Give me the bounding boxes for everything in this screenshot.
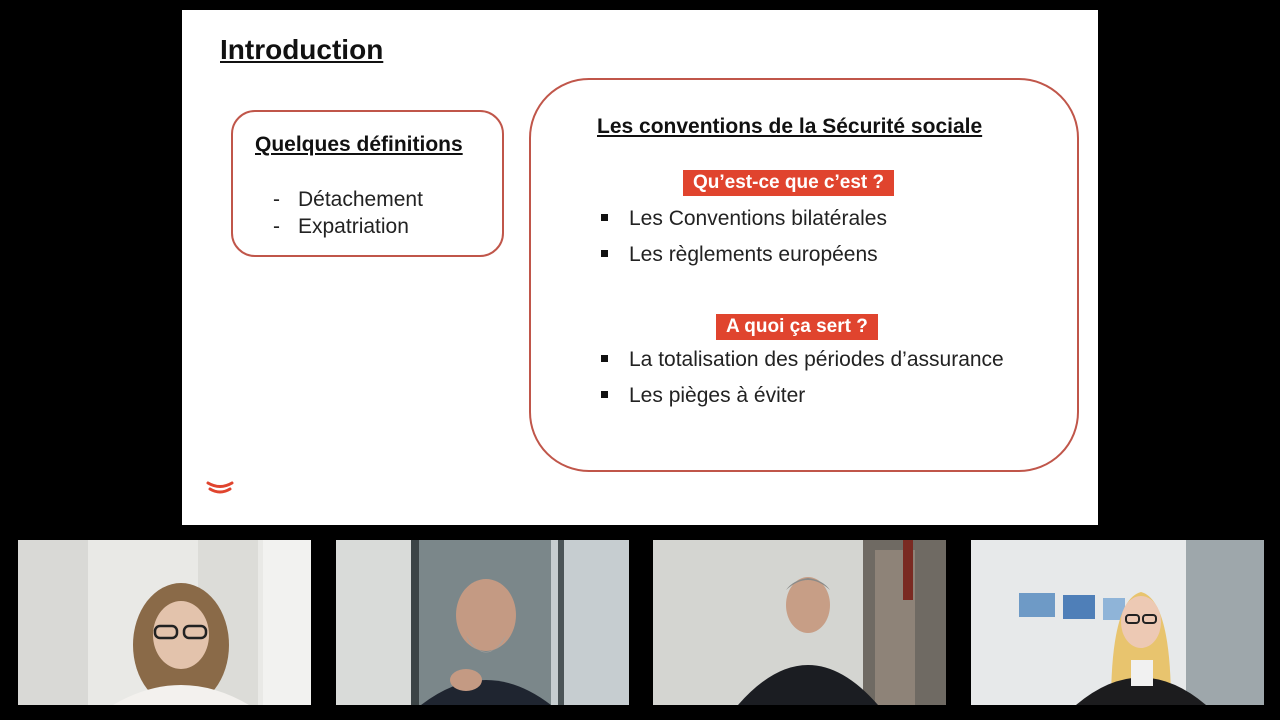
list-item: - Détachement <box>273 188 423 211</box>
participant-video-tile[interactable] <box>971 540 1264 705</box>
bullet-list <box>601 342 1004 414</box>
list-item: Les règlements européens <box>601 237 887 273</box>
list-item: - Expatriation <box>273 215 409 238</box>
definitions-box <box>231 110 504 257</box>
list-item: Les pièges à éviter <box>601 378 1004 414</box>
participant-video-tile[interactable] <box>653 540 946 705</box>
participant-video <box>18 540 311 705</box>
conventions-heading: Les conventions de la Sécurité sociale <box>597 115 983 138</box>
shared-slide <box>182 10 1098 525</box>
square-bullet-icon <box>601 214 608 221</box>
slide-title: Introduction <box>220 34 384 65</box>
square-bullet-icon <box>601 355 608 362</box>
list-item: La totalisation des périodes d’assurance <box>601 342 1004 378</box>
participant-video-tile[interactable] <box>336 540 629 705</box>
participant-video <box>653 540 946 705</box>
definitions-heading: Quelques définitions <box>255 133 463 156</box>
conventions-box <box>529 78 1079 472</box>
bullet-list <box>601 201 887 273</box>
square-bullet-icon <box>601 391 608 398</box>
square-bullet-icon <box>601 250 608 257</box>
participant-video <box>971 540 1264 705</box>
definitions-list <box>273 186 423 240</box>
section-badge: Qu’est-ce que c’est ? <box>683 170 894 196</box>
participant-video <box>336 540 629 705</box>
list-item: Les Conventions bilatérales <box>601 201 887 237</box>
participant-video-tile[interactable] <box>18 540 311 705</box>
section-badge: A quoi ça sert ? <box>716 314 878 340</box>
brand-logo-icon <box>206 480 234 498</box>
